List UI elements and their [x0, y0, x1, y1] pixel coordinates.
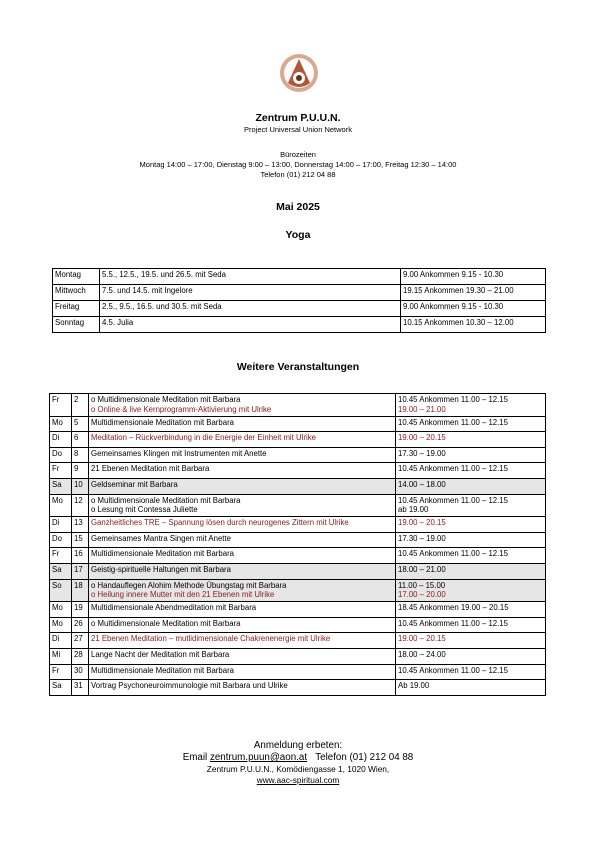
- yoga-row: [53, 285, 546, 301]
- event-time: [396, 648, 546, 664]
- event-title-line: Multidimensionale Meditation mit Barbara: [91, 549, 235, 559]
- event-time-line: 10.45 Ankommen 11.00 – 12.15: [398, 495, 508, 505]
- office-phone: Telefon (01) 212 04 88: [260, 170, 336, 179]
- event-day: Di: [50, 633, 72, 649]
- yoga-dates: 4.5. Julia: [100, 317, 401, 333]
- event-date: 13: [72, 517, 89, 533]
- event-title: [89, 664, 396, 680]
- event-row: [50, 579, 546, 602]
- event-row: [50, 548, 546, 564]
- event-title-line: Lange Nacht der Meditation mit Barbara: [91, 649, 230, 659]
- event-title: [89, 633, 396, 649]
- event-time-line: 10.45 Ankommen 11.00 – 12.15: [398, 395, 508, 404]
- address: Zentrum P.U.U.N., Komödiengasse 1, 1020 Wien,: [206, 764, 390, 774]
- event-day: Fr: [50, 548, 72, 564]
- event-title-line: Vortrag Psychoneuroimmunologie mit Barbara und Ulrike: [91, 681, 288, 691]
- yoga-time: 9.00 Ankommen 9.15 - 10.30: [401, 301, 546, 317]
- event-row: [50, 633, 546, 649]
- event-time: [396, 602, 546, 618]
- event-day: Mi: [50, 648, 72, 664]
- event-time-line: 17.30 – 19.00: [398, 448, 446, 458]
- event-title: [89, 579, 396, 602]
- event-time: [396, 463, 546, 479]
- event-title-line: Multidimensionale Abendmeditation mit Barbara: [91, 603, 257, 613]
- event-title-line: o Online & live Kernprogramm-Aktivierung mit Ulrike: [91, 404, 272, 414]
- event-row: [50, 478, 546, 494]
- event-title: [89, 548, 396, 564]
- event-title-line: Multidimensionale Meditation mit Barbara: [91, 665, 235, 675]
- yoga-row: [53, 301, 546, 317]
- event-title-line: Gemeinsames Mantra Singen mit Anette: [91, 533, 231, 543]
- event-time: [396, 680, 546, 696]
- event-time-line: 18.45 Ankommen 19.00 – 20.15: [398, 603, 509, 613]
- event-time: [396, 579, 546, 602]
- yoga-day: Sonntag: [53, 317, 100, 333]
- event-title-line: Gemeinsames Klingen mit Instrumenten mit Anette: [91, 448, 267, 458]
- website-link[interactable]: www.aac-spiritual.com: [256, 775, 340, 785]
- event-time: [396, 563, 546, 579]
- event-day: Di: [50, 517, 72, 533]
- yoga-time: 10.15 Ankommen 10.30 – 12.00: [401, 317, 546, 333]
- event-row: [50, 394, 546, 417]
- event-date: 27: [72, 633, 89, 649]
- event-time-line: 18.00 – 21.00: [398, 564, 446, 574]
- org-name: Zentrum P.U.U.N.: [255, 112, 341, 124]
- event-day: Fr: [50, 394, 72, 417]
- event-row: [50, 602, 546, 618]
- event-day: Fr: [50, 664, 72, 680]
- event-time: [396, 548, 546, 564]
- event-row: [50, 432, 546, 448]
- yoga-day: Freitag: [53, 301, 100, 317]
- event-title: [89, 394, 396, 417]
- event-date: 17: [72, 563, 89, 579]
- event-day: Do: [50, 447, 72, 463]
- event-time-line: 18.00 – 24.00: [398, 649, 446, 659]
- event-row: [50, 532, 546, 548]
- event-title: [89, 680, 396, 696]
- event-title: [89, 602, 396, 618]
- event-time: [396, 432, 546, 448]
- registration-note: Anmeldung erbeten:: [253, 740, 343, 751]
- event-date: 31: [72, 680, 89, 696]
- event-time: [396, 447, 546, 463]
- event-time: [396, 532, 546, 548]
- event-title: [89, 432, 396, 448]
- event-row: [50, 664, 546, 680]
- event-time-line: 11.00 – 15.00: [398, 580, 446, 590]
- event-time-line: 19.00 – 20.15: [398, 433, 446, 443]
- event-title-line: o Handauflegen Alohim Methode Übungstag mit Barbara: [91, 580, 287, 590]
- event-time-line: 10.45 Ankommen 11.00 – 12.15: [398, 464, 508, 474]
- yoga-row: [53, 269, 546, 285]
- month-title: Mai 2025: [276, 201, 320, 213]
- event-time-line: 10.45 Ankommen 11.00 – 12.15: [398, 665, 508, 675]
- event-time: [396, 478, 546, 494]
- event-row: [50, 617, 546, 633]
- event-date: 16: [72, 548, 89, 564]
- event-title: [89, 416, 396, 432]
- event-title-line: 21 Ebenen Meditation – mutlidimensionale Chakrenenergie mit Ulrike: [91, 634, 331, 644]
- event-title-line: o Heilung innere Mutter mit den 21 Ebenen mit Ulrike: [91, 590, 275, 600]
- event-title: [89, 447, 396, 463]
- event-day: Sa: [50, 563, 72, 579]
- email-link[interactable]: zentrum.puun@aon.at: [209, 752, 308, 763]
- event-title: [89, 563, 396, 579]
- website-line: [0, 775, 596, 787]
- event-title: [89, 532, 396, 548]
- event-date: 5: [72, 416, 89, 432]
- event-day: Sa: [50, 478, 72, 494]
- event-day: Fr: [50, 463, 72, 479]
- email-label: Email: [182, 752, 208, 763]
- event-title: [89, 648, 396, 664]
- event-title-line: o Multidimensionale Meditation mit Barbara: [91, 618, 241, 628]
- event-date: 28: [72, 648, 89, 664]
- event-time: [396, 517, 546, 533]
- event-date: 9: [72, 463, 89, 479]
- event-title: [89, 494, 396, 517]
- office-hours: Montag 14:00 – 17:00, Dienstag 9:00 – 13:00, Donnerstag 14:00 – 17:00, Freitag 12:30 – 14:00: [139, 160, 457, 169]
- event-time: [396, 394, 546, 417]
- event-row: [50, 648, 546, 664]
- event-row: [50, 680, 546, 696]
- event-row: [50, 447, 546, 463]
- event-time-line: 10.45 Ankommen 11.00 – 12.15: [398, 417, 508, 427]
- event-day: Mo: [50, 602, 72, 618]
- event-day: Do: [50, 532, 72, 548]
- office-hours-block: [0, 150, 596, 180]
- contact-phone: Telefon (01) 212 04 88: [315, 752, 414, 763]
- puun-logo-icon: [279, 53, 319, 93]
- event-time: [396, 416, 546, 432]
- event-title: [89, 478, 396, 494]
- office-hours-title: Bürozeiten: [280, 150, 316, 159]
- yoga-row: [53, 317, 546, 333]
- event-title-line: Meditation – Rückverbindung in die Energie der Einheit mit Ulrike: [91, 433, 316, 443]
- event-day: Mo: [50, 416, 72, 432]
- event-title-line: 21 Ebenen Meditation mit Barbara: [91, 464, 210, 474]
- event-title-line: o Multidimensionale Meditation mit Barbara: [91, 395, 241, 404]
- event-title-line: Geistig-spirituelle Haltungen mit Barbara: [91, 564, 231, 574]
- event-date: 12: [72, 494, 89, 517]
- event-time-line: 17.30 – 19.00: [398, 533, 446, 543]
- yoga-time: 9.00 Ankommen 9.15 - 10.30: [401, 269, 546, 285]
- events-table: [49, 393, 546, 696]
- event-row: [50, 563, 546, 579]
- yoga-dates: 7.5. und 14.5. mit Ingelore: [100, 285, 401, 301]
- yoga-dates: 5.5., 12.5., 19.5. und 26.5. mit Seda: [100, 269, 401, 285]
- yoga-dates: 2.5., 9.5., 16.5. und 30.5. mit Seda: [100, 301, 401, 317]
- event-time-line: 19.00 – 20.15: [398, 518, 446, 528]
- event-time: [396, 494, 546, 517]
- event-title-line: Ganzheitliches TRE – Spannung lösen durch neurogenes Zittern mit Ulrike: [91, 518, 349, 528]
- event-date: 30: [72, 664, 89, 680]
- events-title: Weitere Veranstaltungen: [236, 361, 360, 373]
- event-time-line: 17.00 – 20.00: [398, 590, 446, 600]
- event-title: [89, 517, 396, 533]
- event-date: 19: [72, 602, 89, 618]
- event-day: So: [50, 579, 72, 602]
- event-time-line: 10.45 Ankommen 11.00 – 12.15: [398, 618, 508, 628]
- event-title-line: o Multidimensionale Meditation mit Barbara: [91, 495, 241, 505]
- event-time-line: 19.00 – 21.00: [398, 404, 446, 414]
- event-day: Mo: [50, 494, 72, 517]
- event-time: [396, 633, 546, 649]
- org-subtitle: Project Universal Union Network: [244, 125, 352, 134]
- event-time-line: Ab 19.00: [398, 681, 430, 691]
- event-row: [50, 517, 546, 533]
- yoga-table: [52, 268, 546, 333]
- event-day: Sa: [50, 680, 72, 696]
- event-date: 2: [72, 394, 89, 417]
- event-row: [50, 416, 546, 432]
- event-title: [89, 617, 396, 633]
- yoga-title: Yoga: [285, 229, 311, 241]
- event-row: [50, 494, 546, 517]
- event-day: Mo: [50, 617, 72, 633]
- event-date: 18: [72, 579, 89, 602]
- event-day: Di: [50, 432, 72, 448]
- event-time-line: 19.00 – 20.15: [398, 634, 446, 644]
- event-date: 15: [72, 532, 89, 548]
- event-time-line: ab 19.00: [398, 505, 429, 515]
- event-time-line: 10.45 Ankommen 11.00 – 12.15: [398, 549, 508, 559]
- event-title-line: Multidimensionale Meditation mit Barbara: [91, 417, 235, 427]
- event-date: 26: [72, 617, 89, 633]
- event-title-line: o Lesung mit Contessa Juliette: [91, 505, 198, 515]
- event-title: [89, 463, 396, 479]
- contact-line: [0, 752, 596, 764]
- yoga-time: 19.15 Ankommen 19.30 – 21.00: [401, 285, 546, 301]
- event-title-line: Geldseminar mit Barbara: [91, 479, 178, 489]
- yoga-day: Mittwoch: [53, 285, 100, 301]
- event-date: 8: [72, 447, 89, 463]
- event-date: 6: [72, 432, 89, 448]
- event-date: 10: [72, 478, 89, 494]
- event-row: [50, 463, 546, 479]
- event-time-line: 14.00 – 18.00: [398, 479, 446, 489]
- yoga-day: Montag: [53, 269, 100, 285]
- event-time: [396, 664, 546, 680]
- event-time: [396, 617, 546, 633]
